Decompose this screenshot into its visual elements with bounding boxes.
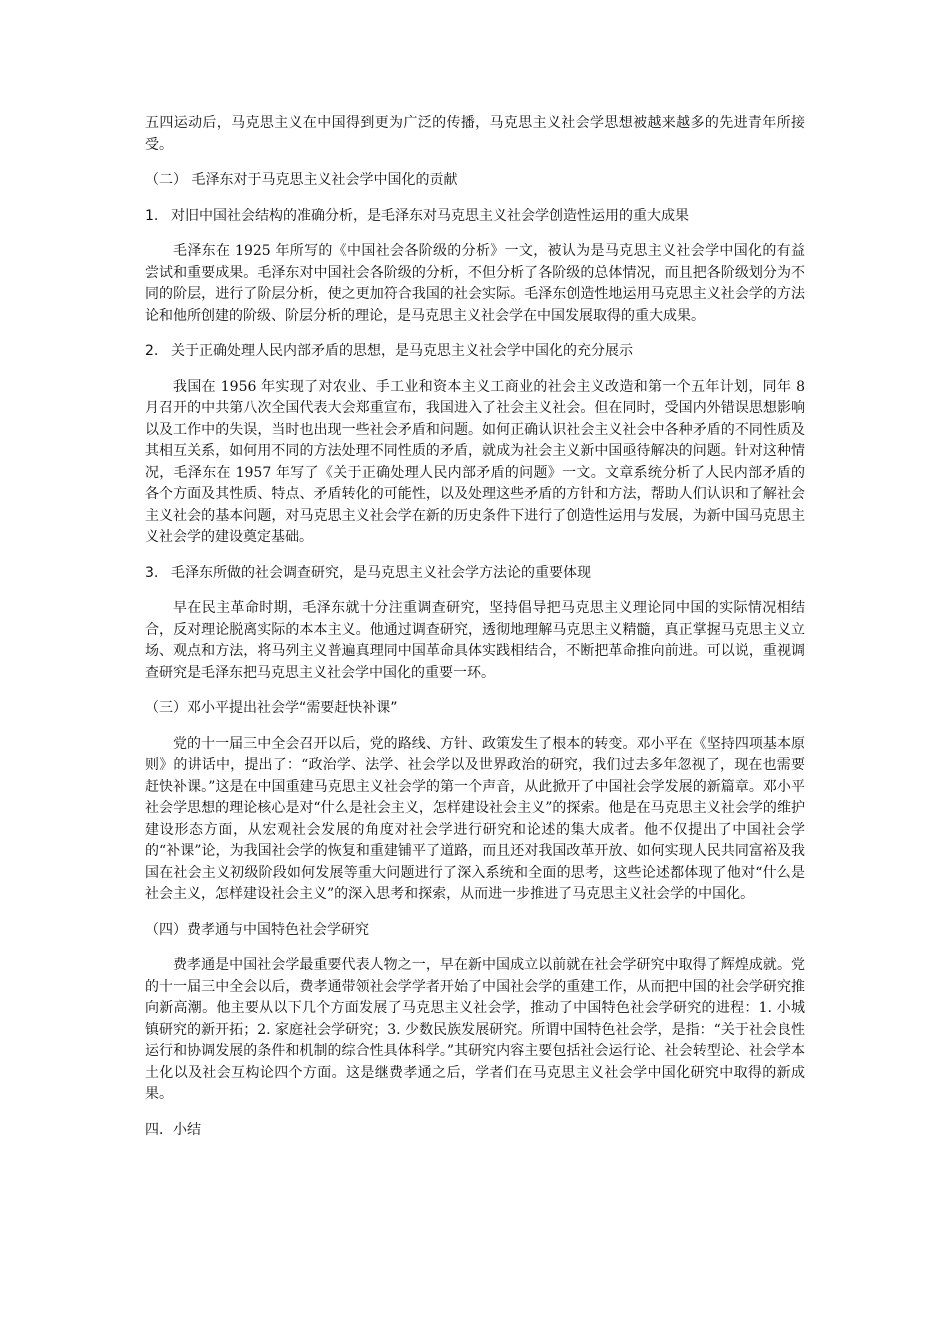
paragraph-internal-contradictions: 我国在 1956 年实现了对农业、手工业和资本主义工商业的社会主义改造和第一个五年计划，同年 8 月召开的中共第八次全国代表大会郑重宣布，我国进入了社会主义社会。但在同时，受国内外错误思想影响以及工作中的失误，当时也出现一些社会矛盾和问题。如何正确认识社会主义社会中各种矛盾的不同性质及其相互关系，如何用不同的方法处理不同性质的矛盾，就成为社会主义新中国亟待解决的问题。针对这种情况，毛泽东在 1957 年写了《关于正确处理人民内部矛盾的问题》一文。文章系统分析了人民内部矛盾的各个方面及其性质、特点、矛盾转化的可能性，以及处理这些矛盾的方针和方法，帮助人们认识和了解社会主义社会的基本问题，对马克思主义社会学在新的历史条件下进行了创造性运用与发展，为新中国马克思主义社会学的建设奠定基础。 [145,378,805,545]
subheading-text: 关于正确处理人民内部矛盾的思想，是马克思主义社会学中国化的充分展示 [171,343,633,359]
paragraph-deng: 党的十一届三中全会召开以后，党的路线、方针、政策发生了根本的转变。邓小平在《坚持四项基本原则》的讲话中，提出了：“政治学、法学、社会学以及世界政治的研究，我们过去多年忽视了，现在也需要赶快补课。”这是在中国重建马克思主义社会学的第一个声音，从此掀开了中国社会学发展的新篇章。邓小平社会学思想的理论核心是对“什么是社会主义，怎样建设社会主义”的探索。他是在马克思主义社会学的维护建设形态方面，从宏观社会发展的角度对社会学进行研究和论述的集大成者。他不仅提出了中国社会学的“补课”论，为我国社会学的恢复和重建铺平了道路，而且还对我国改革开放、如何实现人民共同富裕及我国在社会主义初级阶段如何发展等重大问题进行了深入系统和全面的思考，这些论述都体现了他对“什么是社会主义，怎样建设社会主义”的深入思考和探索，从而进一步推进了马克思主义社会学的中国化。 [145,735,805,902]
paragraph-fei: 费孝通是中国社会学最重要代表人物之一，早在新中国成立以前就在社会学研究中取得了辉煌成就。党的十一届三中全会以后，费孝通带领社会学学者开始了中国社会学的重建工作，从而把中国的社会学研究推向新高潮。他主要从以下几个方面发展了马克思主义社会学，推动了中国特色社会学研究的进程：1. 小城镇研究的新开拓；2. 家庭社会学研究；3. 少数民族发展研究。所谓中国特色社会学，是指：“关于社会良性运行和协调发展的条件和机制的综合性具体科学。”其研究内容主要包括社会运行论、社会转型论、社会学本土化以及社会互构论四个方面。这是继费孝通之后，学者们在马克思主义社会学中国化研究中取得的新成果。 [145,957,805,1102]
section-heading-deng: （三）邓小平提出社会学“需要赶快补课” [145,700,398,716]
subheading-1 [145,206,805,228]
paragraph-class-analysis: 毛泽东在 1925 年所写的《中国社会各阶级的分析》一文，被认为是马克思主义社会学中国化的有益尝试和重要成果。毛泽东对中国社会各阶级的分析，不但分析了各阶级的总体情况，而且把各阶级划分为不同的阶层，进行了阶层分析，使之更加符合我国的社会实际。毛泽东创造性地运用马克思主义社会学的方法论和他所创建的阶级、阶层分析的理论，是马克思主义社会学在中国发展取得的重大成果。 [145,243,805,324]
document-page [145,113,805,1141]
subheading-2 [145,341,805,363]
subheading-3 [145,563,805,585]
section-heading-fei: （四）费孝通与中国特色社会学研究 [145,921,369,938]
section-heading-mao-contribution: （二） 毛泽东对于马克思主义社会学中国化的贡献 [145,172,458,188]
subheading-number: 2. [145,343,159,359]
subheading-text: 对旧中国社会结构的准确分析，是毛泽东对马克思主义社会学创造性运用的重大成果 [171,207,689,224]
paragraph-social-investigation: 早在民主革命时期，毛泽东就十分注重调查研究，坚持倡导把马克思主义理论同中国的实际情况相结合，反对理论脱离实际的本本主义。他通过调查研究，透彻地理解马克思主义精髓，真正掌握马克思主义立场、观点和方法，将马列主义普遍真理同中国革命具体实践相结合，不断把革命推向前进。可以说，重视调查研究是毛泽东把马克思主义社会学中国化的重要一环。 [145,600,805,681]
subheading-number: 1. [145,207,159,224]
subheading-number: 3. [145,564,159,581]
subheading-text: 毛泽东所做的社会调查研究，是马克思主义社会学方法论的重要体现 [171,564,591,581]
intro-paragraph: 五四运动后，马克思主义在中国得到更为广泛的传播，马克思主义社会学思想被越来越多的先进青年所接受。 [145,115,805,153]
conclusion-heading: 四．小结 [145,1121,201,1138]
